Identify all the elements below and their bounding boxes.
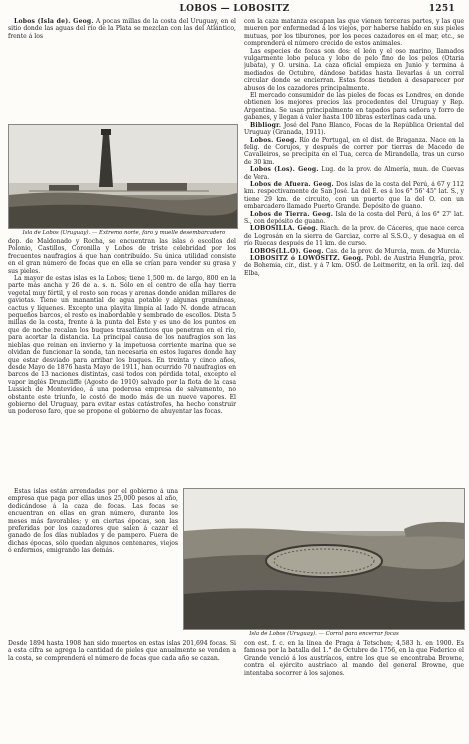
left-column-middle [8,238,236,488]
figure2-caption: Isla de Lobos (Uruguay). — Corral para encerrar focas [249,631,399,637]
headword: LOBOS(LL.O). Geog. [250,247,324,255]
paragraph: Las especies de focas son dos: el león y el oso marino, llamados vulgarmente lobo peluca y lobo de pelo fino de los pelos (Otaria jubata), y O. ursina. La caza oficial empieza en Junio y termina á mediados de Octubre, dándose batidas hasta llevarlas á un corral circular donde se encierran. Estas focas tienden á desaparecer por abusos de los cazadores principalmente. [244,47,464,92]
entry-lobos-isla [8,18,236,40]
headword: Lobos. Geog. [250,136,297,144]
page-number: 1251 [428,4,455,14]
entry-text: Río de Portugal, en el dist. de Braganza. Nace en la felig. de Corujos, y después de correr por tierras de Macedo de Cavalleiros, se precipita en el Tua, cerca de Mirandella, tras un curso de 30 km. [244,136,464,166]
headword: Lobos de Afuera. Geog. [250,180,334,188]
entry-text: Isla de la costa del Perú, á los 6° 27' lat. S., con depósito de guano. [244,210,464,225]
headword: LOBOSITZ ó LOWOSITZ. Geog. [250,255,364,262]
right-column-top [244,18,464,484]
entry-text: Pobl. de Austria Hungría, prov. de Bohemia, cir., dist. y á 7 km. OSO. de Leitmeritz, en la oril. izq. del Elba, [244,255,464,277]
headword: Lobos (Isla de). Geog. [14,18,94,25]
lighthouse-photo [8,124,238,229]
entry-text: Dos islas de la costa del Perú, á 67 y 112 km. respectivamente de San José. La del E. es á los 6° 56' 45" lat. S., y tiene 29 km. de circuito, con un puerto que la del O. con un embarcadero llamado Puerto Grande. Depósito de guano. [244,180,464,211]
entry-text: Lug. de la prov. de Almería, mun. de Cuevas de Vera. [244,166,464,181]
running-title: LOBOS — LOBOSITZ [179,4,290,14]
left-column-narrow [8,488,178,640]
entry-text: A pocas millas de la costa del Uruguay, en el sitio donde las aguas del río de la Plata se mezclan con las del Atlántico, frente á los [8,18,236,40]
paragraph: Desde 1894 hasta 1908 han sido muertos en estas islas 201,694 focas. Si a esta cifra se agrega la cantidad de pieles que anualmente se venden a la costa, se comprenderá el número de focas que cada año se cazan. [8,640,236,662]
bibliography-entry [244,122,464,137]
entry-text: José del Pano Blanco, Focas de la República Oriental del Uruguay (Granada, 1911). [244,121,464,137]
seal-corral-photo [183,488,465,630]
paragraph: con est. f. c. en la línea de Praga á Tetschen; 4,583 h. en 1900. Es famosa por la batalla del 1.° de Octubre de 1756, en la que Federico el Grande venció á los austríacos, entre los que se encontraba Browne, contra el ejército austríaco al mando del general Browne, que intentaba socorrer á los sajones. [244,640,464,677]
entry-text: Cas. de la prov. de Murcia, mun. de Murcia. [325,247,462,255]
figure1-caption: Isla de Lobos (Uruguay). — Extremo norte, faro y muelle desembarcadero [22,230,226,236]
entry-lobos-llo [244,248,464,255]
entry-lobos-rio [244,137,464,167]
paragraph: Estas islas están arrendadas por el gobierno á una empresa que paga por ellas unos 25,000 pesos al año, dedicándose á la caza de focas. Las focas se encuentran en ellas en gran número, durante los meses más favorables; y en ciertas épocas, son las preferidas por los cazadores que salen á cazar el ganado de los días nublados y de pampero. Fuera de dichas épocas, sólo quedan algunos centenares, viejos ó enfermos, emigrando las demás. [8,488,178,555]
left-column-top [8,18,236,120]
page-header [0,4,469,18]
corral-illustration [184,489,464,629]
paragraph: La mayor de estas islas es la Lobos; tiene 1,500 m. de largo, 800 en la parte más ancha y 26 de a. s. n. Sólo en el centro de ella hay tierra vegetal muy fértil, y el resto son rocas y arenas donde anidan millares de gaviotas. Tiene un manantial de agua potable y algunas gramíneas, cactus y líquenes. Excepto una playita limpia al lado N. donde atracan pequeños barcos, el resto es inabordable y sembrado de escollos. Dista 5 millas de la costa, frente á la punta del Este y es uno de los puntos en que de noche recalan los buques trasatlánticos que penetran en el río, para acortar la distancia. La principal causa de los naufragios son las nieblas que reinan en invierno y la impetuosa corriente marina que se olvidan de funcionar la sonda, tan necesaria en estos lugares donde hay que estar desviado para arribar los buques. En treinta y cinco años, desde Mayo de 1876 hasta Mayo de 1911, han ocurrido 70 naufragios en barcos de 13 naciones distintas, casi todos con pérdida total, excepto el vapor inglés Drumcliffe (Agosto de 1910) salvado por la flota de la casa Lussich de Montevideo, á una poderosa empresa de salvamento, no obstante este triunfo, le costó de modo más de un nueve vapores. El gobierno del Uruguay, para evitar estas catástrofes, ha hecho construir un poderoso faro, que se propone el gobierno de ahuyentar las focas. [8,275,236,416]
paragraph: dep. de Maldonado y Rocha, se encuentran las islas ó escollos del Polonio, Castillos, Coronilla y Lobos de triste celebridad por los frecuentes naufragios á que han contribuído. Su única utilidad consiste en el gran número de focas que en ella se crían para vender su grasa y sus pieles. [8,238,236,275]
entry-lobos-tierra [244,211,464,226]
entry-lobos-afuera [244,181,464,211]
entry-lobosilla [244,225,464,247]
headword: Lobos de Tierra. Geog. [250,210,334,218]
headword: Bibliogr. [250,121,282,129]
headword: LOBOSILLA. Geog. [250,225,319,233]
entry-text: Riach. de la prov. de Cáceres, que nace cerca de Logrosán en la sierra de Garciaz, corre al S.S.O., y desagua en el río Ruecas después de 11 km. de curso. [244,225,464,248]
left-column-bottom [8,640,236,740]
paragraph: El mercado consumidor de las pieles de focas es Londres, en donde obtienen los mejores precios las procedentes del Uruguay y Rep. Argentina. Se usan principalmente en tapados para señora y forro de gabanes, y llegan á valer hasta 100 libras esterlinas cada una. [244,92,464,122]
paragraph: con la caza matanza escapan las que vienen terceras partes, y las que mueren por enfermedad á los viejos, por haberse habido en sus pieles mutuas, por los tiburones, por los peces cazadores en el mar, etc., se comprenderá el número crecido de estos animales. [244,18,464,48]
headword: Lobos (Los). Geog. [250,166,319,174]
right-column-bottom [244,640,464,740]
entry-lobos-los [244,166,464,181]
lighthouse-illustration [9,125,237,228]
entry-lobositz [244,255,464,277]
